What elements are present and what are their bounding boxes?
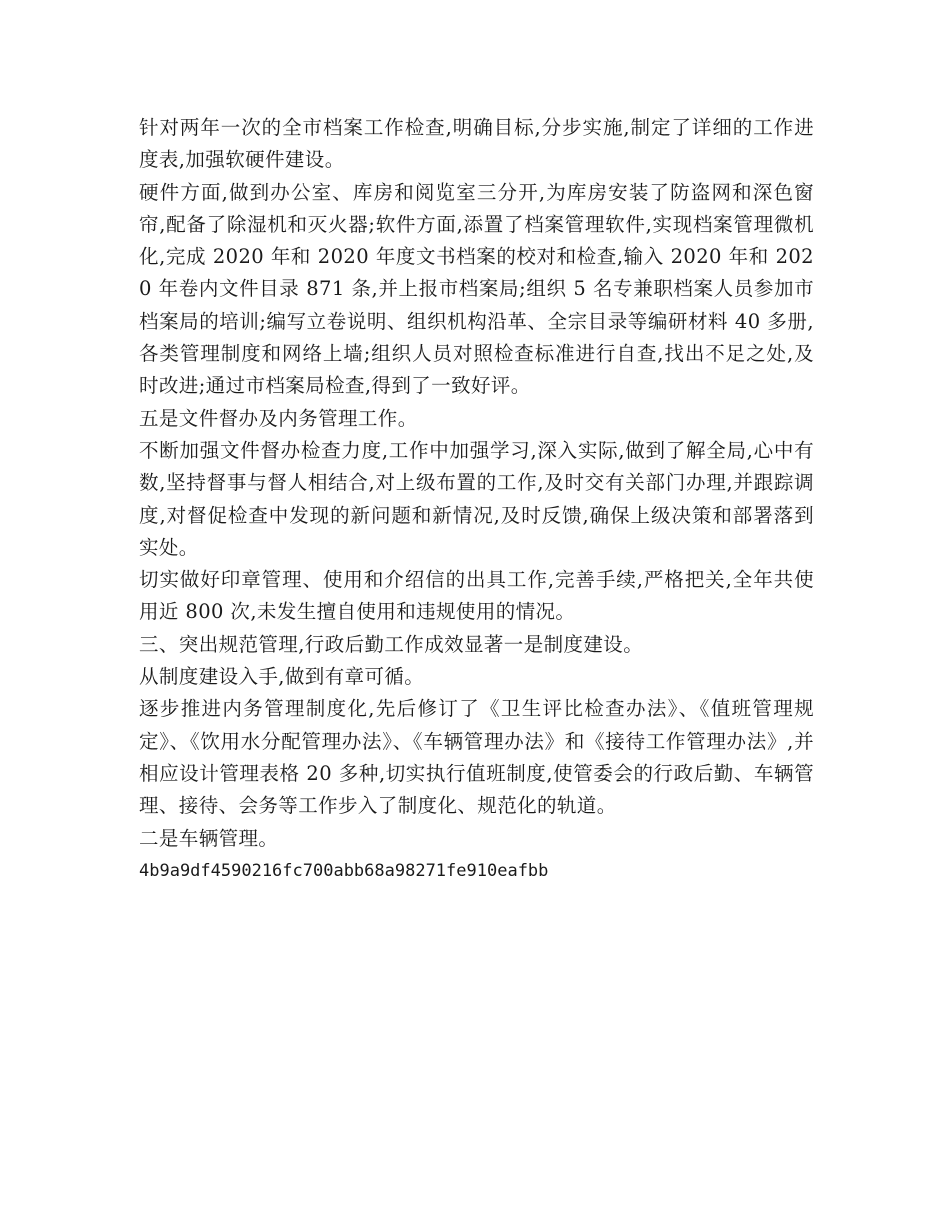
paragraph-hardware-software: 硬件方面,做到办公室、库房和阅览室三分开,为库房安装了防盗网和深色窗帘,配备了除湿机和灭火器;软件方面,添置了档案管理软件,实现档案管理微机化,完成 2020 年和 2020 年度文书档案的校对和检查,输入 2020 年和 2020 年卷内文件目录 871 条,并上报市档案局;组织 5 名专兼职档案人员参加市档案局的培训;编写立卷说明、组织机构沿革、全宗目录等编研材料 40 多册,各类管理制度和网络上墙;组织人员对照检查标准进行自查,找出不足之处,及时改进;通过市档案局检查,得到了一致好评。 — [139, 180, 814, 398]
paragraph-internal-management-rules: 逐步推进内务管理制度化,先后修订了《卫生评比检查办法》、《值班管理规定》、《饮用水分配管理办法》、《车辆管理办法》和《接待工作管理办法》,并相应设计管理表格 20 多种,切实执行值班制度,使管委会的行政后勤、车辆管理、接待、会务等工作步入了制度化、规范化的轨道。 — [139, 697, 814, 818]
document-body — [139, 112, 814, 887]
paragraph-heading-standardized-management: 三、突出规范管理,行政后勤工作成效显著一是制度建设。 — [139, 632, 644, 656]
paragraph-supervision-details: 不断加强文件督办检查力度,工作中加强学习,深入实际,做到了解全局,心中有数,坚持督事与督人相结合,对上级布置的工作,及时交有关部门办理,并跟踪调度,对督促检查中发现的新问题和新情况,及时反馈,确保上级决策和部署落到实处。 — [139, 438, 814, 559]
paragraph-system-construction: 从制度建设入手,做到有章可循。 — [139, 665, 425, 689]
paragraph-seal-management: 切实做好印章管理、使用和介绍信的出具工作,完善手续,严格把关,全年共使用近 800 次,未发生擅自使用和违规使用的情况。 — [139, 568, 814, 624]
paragraph-heading-vehicle-management: 二是车辆管理。 — [139, 826, 279, 850]
paragraph-heading-document-supervision: 五是文件督办及内务管理工作。 — [139, 406, 418, 430]
paragraph-archive-inspection: 针对两年一次的全市档案工作检查,明确目标,分步实施,制定了详细的工作进度表,加强软硬件建设。 — [139, 116, 814, 172]
document-hash: 4b9a9df4590216fc700abb68a98271fe910eafbb — [139, 860, 549, 881]
